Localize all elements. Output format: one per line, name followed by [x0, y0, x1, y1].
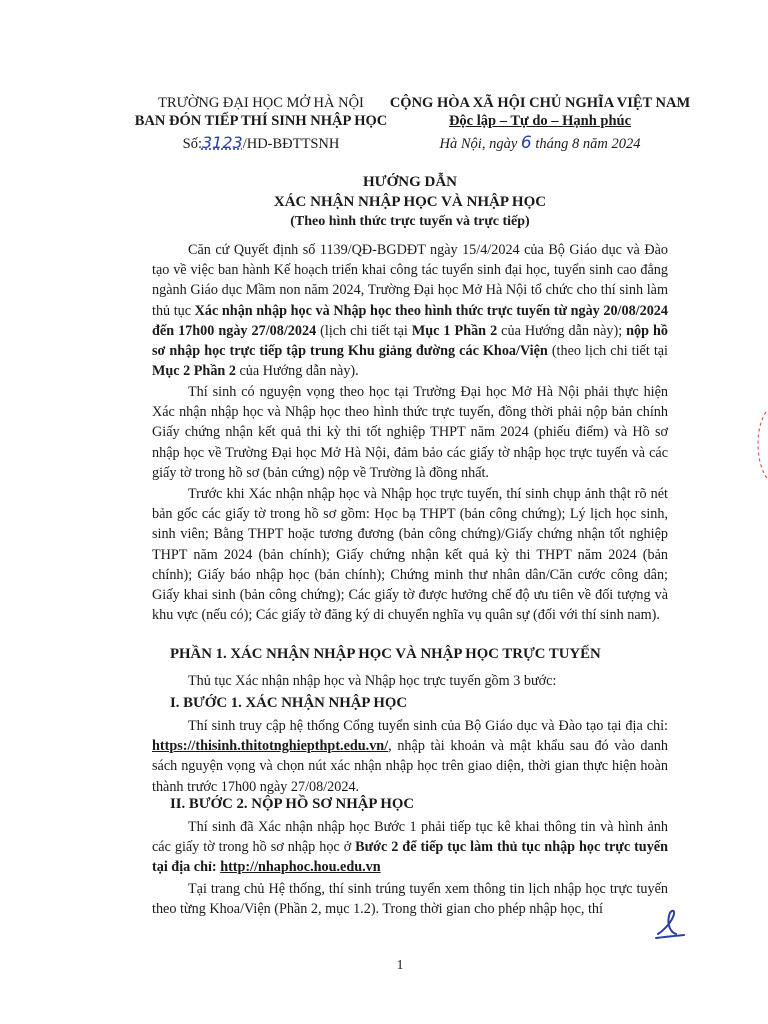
- paragraph-legal-basis: Căn cứ Quyết định số 1139/QĐ-BGDĐT ngày 15/4/2024 của Bộ Giáo dục và Đào tạo về việc ban hành Kế hoạch triển khai công tác tuyển sinh đại học, tuyển sinh cao đẳng ngành Giáo dục Mầm non năm 2024, Trường Đại học Mở Hà Nội tổ chức cho thí sinh làm thủ tục Xác nhận nhập học và Nhập học theo hình thức trực tuyến từ ngày 20/08/2024 đến 17h00 ngày 27/08/2024 (lịch chi tiết tại Mục 1 Phần 2 của Hướng dẫn này); nộp hồ sơ nhập học trực tiếp tập trung Khu giảng đường các Khoa/Viện (theo lịch chi tiết tại Mục 2 Phần 2 của Hướng dẫn này).: [152, 242, 669, 380]
- handwritten-number: 3123: [201, 133, 243, 152]
- page-number: 1: [396, 958, 404, 973]
- document-title: HƯỚNG DẪN XÁC NHẬN NHẬP HỌC VÀ NHẬP HỌC (Theo hình thức trực tuyến và trực tiếp): [273, 174, 547, 229]
- university-name: TRƯỜNG ĐẠI HỌC MỞ HÀ NỘI: [158, 95, 364, 111]
- handwritten-day: 6: [520, 133, 532, 153]
- handwritten-initial-icon: [650, 904, 690, 944]
- paragraph-requirements: Thí sinh có nguyện vọng theo học tại Trường Đại học Mở Hà Nội phải thực hiện Xác nhận nhập học và Nhập học theo hình thức trực tuyến, đồng thời phải nộp bản chính Giấy chứng nhận kết quả thi kỳ thi tốt nghiệp THPT năm 2024 (phiếu điểm) và Hồ sơ nhập học về Trường Đại học Mở Hà Nội, đảm bảo các giấy tờ nhập học trực tuyến và các giấy tờ trong hồ sơ (bản cứng) nộp về Trường là đồng nhất.: [152, 384, 668, 481]
- national-motto-block: [388, 94, 692, 153]
- stamp-edge-icon: [752, 410, 768, 480]
- candidate-portal-link[interactable]: https://thisinh.thitotnghiepthpt.edu.vn/: [152, 738, 389, 755]
- step1-paragraph: Thí sinh truy cập hệ thống Cổng tuyển sinh của Bộ Giáo dục và Đào tạo tại địa chỉ: https://thisinh.thitotnghiepthpt.edu.vn/, nhập tài khoản và mật khẩu sau đó vào danh sách nguyện vọng và chọn nút xác nhận nhập học trên giao diện, thời gian thực hiện hoàn thành trước 17h00 ngày 27/08/2024.: [152, 718, 668, 795]
- issuer-block: [130, 94, 392, 153]
- part1-heading: PHẦN 1. XÁC NHẬN NHẬP HỌC VÀ NHẬP HỌC TRỰC TUYẾN: [170, 646, 601, 662]
- national-motto: Độc lập – Tự do – Hạnh phúc: [448, 113, 632, 129]
- enrollment-system-link[interactable]: http://nhaphoc.hou.edu.vn: [220, 859, 381, 876]
- step2-paragraph: Thí sinh đã Xác nhận nhập học Bước 1 phải tiếp tục kê khai thông tin và hình ảnh các giấy tờ trong hồ sơ nhập học ở Bước 2 để tiếp tục làm thủ tục nhập học trực tuyến tại địa chỉ: http://nhaphoc.hou.edu.vn: [152, 819, 668, 876]
- issue-date: Hà Nội, ngày 6 tháng 8 năm 2024: [439, 133, 641, 153]
- part1-intro: Thủ tục Xác nhận nhập học và Nhập học trực tuyến gồm 3 bước:: [188, 673, 557, 689]
- step2-heading: II. BƯỚC 2. NỘP HỒ SƠ NHẬP HỌC: [170, 796, 415, 812]
- paragraph-schedule: Tại trang chủ Hệ thống, thí sinh trúng tuyển xem thông tin lịch nhập học trực tuyến theo từng Khoa/Viện (Phần 2, mục 1.2). Trong thời gian cho phép nhập học, thí: [152, 881, 668, 918]
- paragraph-documents: Trước khi Xác nhận nhập học và Nhập học trực tuyến, thí sinh chụp ảnh thật rõ nét bản gốc các giấy tờ trong hồ sơ gồm: Học bạ THPT (bản công chứng); Lý lịch học sinh, sinh viên; Bằng THPT hoặc tương đương (bản công chứng)/Giấy chứng nhận tốt nghiệp THPT năm 2024 (bản chính); Giấy chứng nhận kết quả kỳ thi THPT năm 2024 (bản chính); Giấy báo nhập học (bản chính); Chứng minh thư nhân dân/Căn cước công dân; Giấy khai sinh (bản công chứng); Các giấy tờ được hưởng chế độ ưu tiên về đối tượng và khu vực (nếu có); Các giấy tờ đăng ký di chuyển nghĩa vụ quân sự (đối với thí sinh nam).: [152, 486, 668, 624]
- country-name: CỘNG HÒA XÃ HỘI CHỦ NGHĨA VIỆT NAM: [389, 95, 691, 111]
- department-name: BAN ĐÓN TIẾP THÍ SINH NHẬP HỌC: [134, 113, 388, 129]
- step1-heading: I. BƯỚC 1. XÁC NHẬN NHẬP HỌC: [170, 695, 408, 711]
- document-number: Số:3123/HD-BĐTTSNH: [182, 133, 340, 152]
